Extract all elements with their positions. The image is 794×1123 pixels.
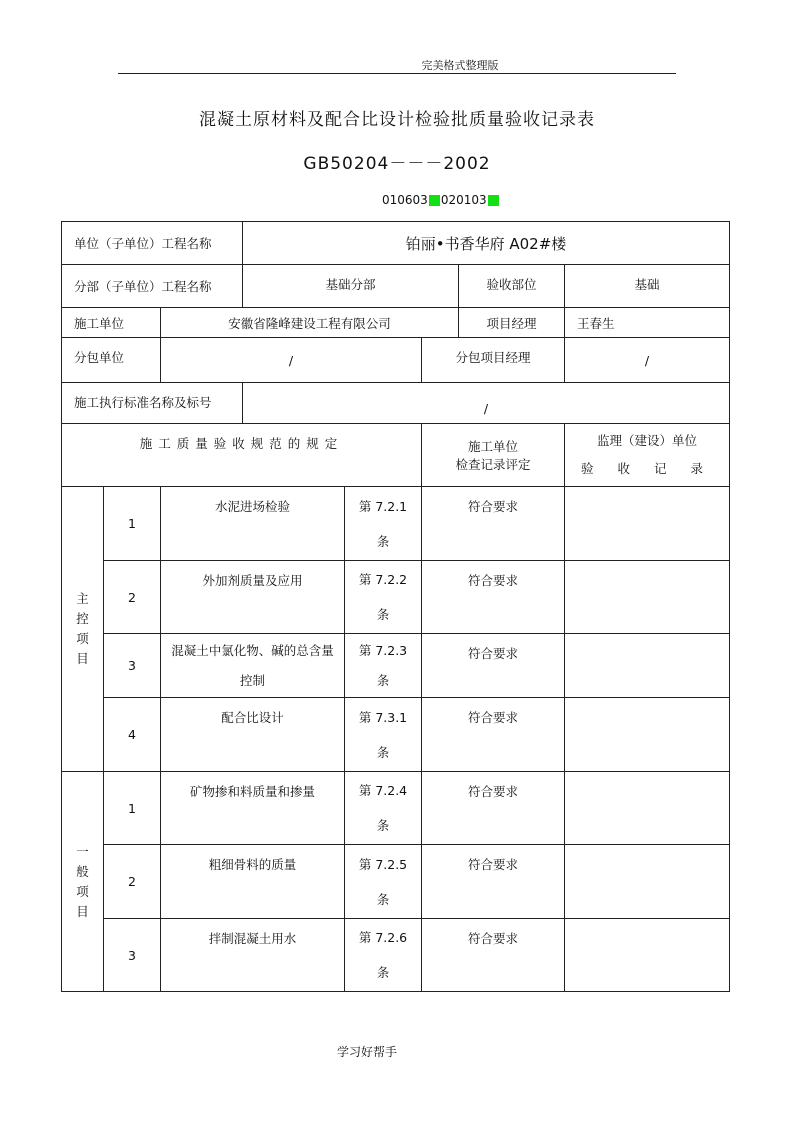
group-general — [62, 772, 104, 992]
supervisor-header — [565, 424, 730, 487]
table-row — [62, 561, 730, 634]
page-header: 完美格式整理版 — [421, 59, 499, 72]
item-clause-text: 第 7.2.2 条 — [358, 572, 408, 622]
item-supervisor — [565, 845, 730, 919]
item-no: 4 — [104, 698, 161, 772]
record-table — [61, 221, 730, 992]
item-no: 1 — [104, 772, 161, 845]
record-code — [382, 193, 500, 207]
group-main-label: 主控项目 — [76, 591, 89, 666]
item-result: 符合要求 — [422, 919, 565, 992]
check-header — [422, 424, 565, 487]
supervisor-header-line2: 验 收 记 录 — [581, 461, 713, 476]
item-name-text: 混凝土中氯化物、碱的总含量控制 — [171, 642, 334, 688]
spec-header: 施工质量验收规范的规定 — [62, 424, 422, 487]
table-row — [62, 487, 730, 561]
item-result: 符合要求 — [422, 772, 565, 845]
document-title: 混凝土原材料及配合比设计检验批质量验收记录表 — [199, 110, 595, 130]
check-header-line1: 施工单位 — [467, 439, 518, 454]
project-value: 铂丽•书香华府 A02#楼 — [243, 222, 730, 265]
row-subproject — [62, 265, 730, 308]
contractor-label: 施工单位 — [62, 308, 161, 338]
item-no: 3 — [104, 919, 161, 992]
subproject-value: 基础分部 — [243, 265, 459, 308]
item-no: 2 — [104, 845, 161, 919]
group-general-label: 一般项目 — [76, 843, 89, 919]
code-part-1: 010603 — [382, 193, 428, 207]
item-result: 符合要求 — [422, 487, 565, 561]
std-value: / — [243, 383, 730, 424]
green-box-icon — [488, 195, 499, 206]
item-no: 2 — [104, 561, 161, 634]
item-result: 符合要求 — [422, 634, 565, 698]
item-supervisor — [565, 772, 730, 845]
item-clause — [345, 487, 422, 561]
item-clause — [345, 919, 422, 992]
supervisor-header-line1: 监理（建设）单位 — [597, 433, 698, 448]
item-supervisor — [565, 919, 730, 992]
item-result: 符合要求 — [422, 845, 565, 919]
check-header-line2: 检查记录评定 — [455, 457, 531, 472]
item-supervisor — [565, 634, 730, 698]
item-clause-text: 第 7.2.3 条 — [358, 642, 408, 688]
item-clause — [345, 634, 422, 698]
row-column-headers — [62, 424, 730, 487]
page-footer: 学习好帮手 — [336, 1045, 397, 1059]
item-name: 配合比设计 — [161, 698, 345, 772]
project-label: 单位（子单位）工程名称 — [62, 222, 243, 265]
sub-pm-value: / — [565, 338, 730, 383]
row-project — [62, 222, 730, 265]
std-label: 施工执行标准名称及标号 — [62, 383, 243, 424]
item-supervisor — [565, 561, 730, 634]
pm-value: 王春生 — [565, 308, 730, 338]
group-main — [62, 487, 104, 772]
item-name: 矿物掺和料质量和掺量 — [161, 772, 345, 845]
item-result: 符合要求 — [422, 561, 565, 634]
table-row — [62, 698, 730, 772]
pm-label: 项目经理 — [459, 308, 565, 338]
sub-label: 分包单位 — [62, 338, 161, 383]
item-clause-text: 第 7.2.4 条 — [358, 783, 408, 833]
item-no: 1 — [104, 487, 161, 561]
item-result: 符合要求 — [422, 698, 565, 772]
subproject-label: 分部（子单位）工程名称 — [62, 265, 243, 308]
row-subcontractor — [62, 338, 730, 383]
item-clause — [345, 561, 422, 634]
item-clause-text: 第 7.3.1 条 — [358, 709, 408, 760]
table-row — [62, 772, 730, 845]
item-clause — [345, 845, 422, 919]
item-clause — [345, 698, 422, 772]
item-name: 粗细骨料的质量 — [161, 845, 345, 919]
item-no: 3 — [104, 634, 161, 698]
sub-value: / — [161, 338, 422, 383]
item-clause-text: 第 7.2.1 条 — [358, 498, 408, 549]
item-supervisor — [565, 487, 730, 561]
code-part-2: 020103 — [440, 193, 487, 207]
green-box-icon — [429, 195, 440, 206]
standard-number: GB50204－－－2002 — [303, 154, 491, 174]
contractor-value: 安徽省隆峰建设工程有限公司 — [161, 308, 459, 338]
item-supervisor — [565, 698, 730, 772]
item-name: 拌制混凝土用水 — [161, 919, 345, 992]
item-clause-text: 第 7.2.5 条 — [358, 856, 408, 907]
row-contractor — [62, 308, 730, 338]
table-row — [62, 845, 730, 919]
row-standard — [62, 383, 730, 424]
item-name: 外加剂质量及应用 — [161, 561, 345, 634]
accept-part-value: 基础 — [565, 265, 730, 308]
table-row — [62, 919, 730, 992]
header-rule — [118, 73, 676, 74]
item-name: 水泥进场检验 — [161, 487, 345, 561]
accept-part-label: 验收部位 — [459, 265, 565, 308]
item-clause-text: 第 7.2.6 条 — [358, 930, 408, 980]
item-name — [161, 634, 345, 698]
sub-pm-label: 分包项目经理 — [422, 338, 565, 383]
item-clause — [345, 772, 422, 845]
table-row — [62, 634, 730, 698]
